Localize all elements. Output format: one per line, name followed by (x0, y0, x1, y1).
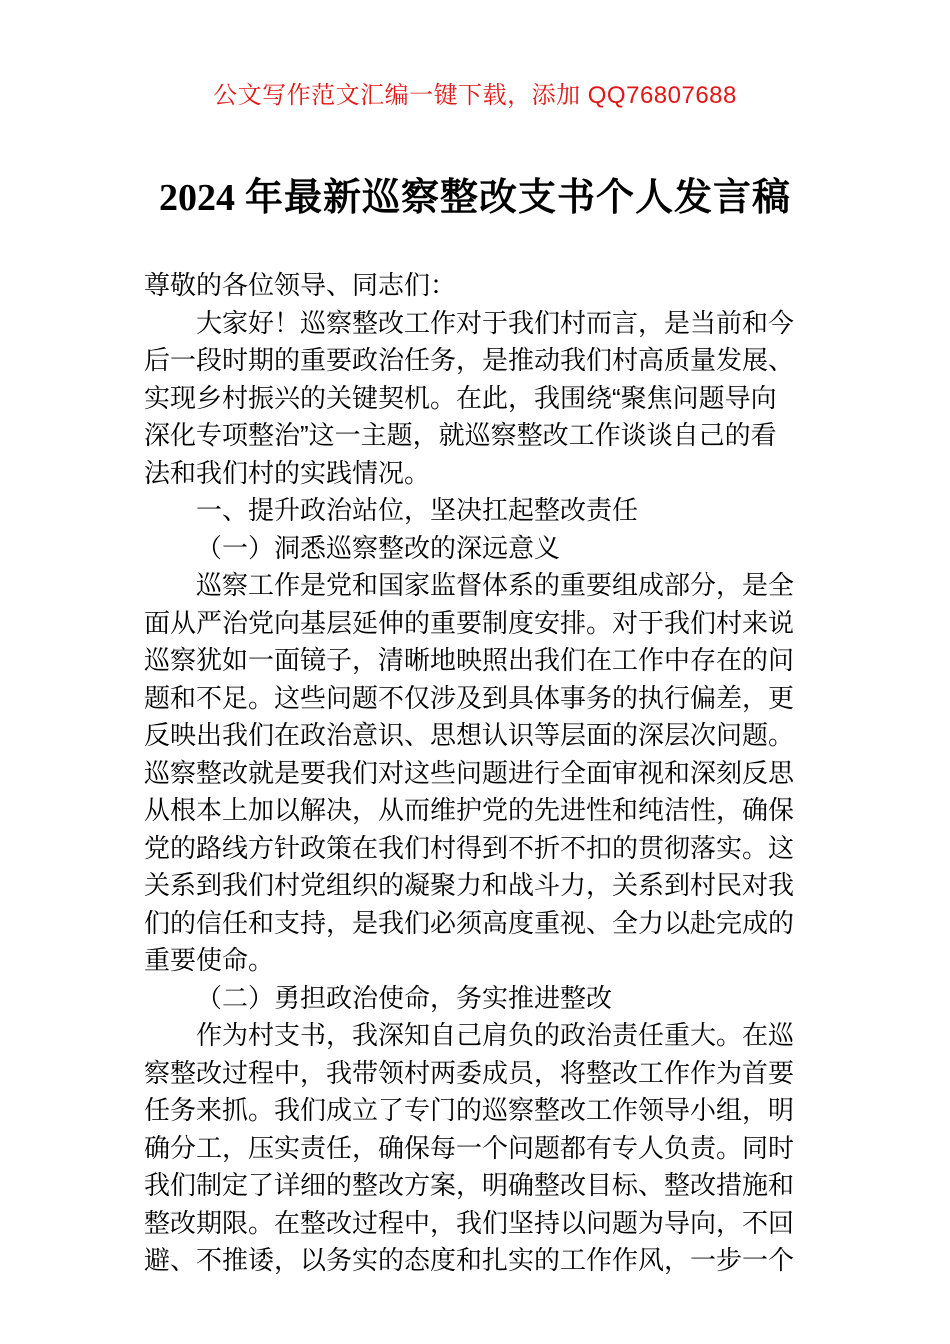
document-body (144, 267, 814, 1280)
doc-line: 我们制定了详细的整改方案，明确整改目标、整改措施和 (144, 1170, 795, 1200)
doc-line: 从根本上加以解决，从而维护党的先进性和纯洁性，确保 (144, 795, 795, 825)
doc-line: 作为村支书，我深知自己肩负的政治责任重大。在巡 (196, 1020, 795, 1050)
doc-line: 避、不推诿，以务实的态度和扎实的工作作风，一步一个 (144, 1245, 795, 1275)
doc-heading-1: 一、提升政治站位，坚决扛起整改责任 (196, 495, 639, 525)
doc-line: 们的信任和支持，是我们必须高度重视、全力以赴完成的 (144, 907, 795, 938)
doc-line: 面从严治党向基层延伸的重要制度安排。对于我们村来说 (144, 607, 795, 638)
doc-line: 实现乡村振兴的关键契机。在此，我围绕“聚焦问题导向 (144, 382, 777, 413)
doc-line: 反映出我们在政治意识、思想认识等层面的深层次问题。 (144, 720, 795, 750)
doc-line-salutation: 尊敬的各位领导、同志们： (144, 270, 457, 300)
title-year: 2024 (158, 177, 235, 219)
doc-subheading-1: （一）洞悉巡察整改的深远意义 (196, 532, 561, 563)
doc-line: 察整改过程中，我带领村两委成员，将整改工作作为首要 (144, 1057, 795, 1088)
doc-line: 深化专项整治”这一主题，就巡察整改工作谈谈自己的看 (144, 420, 777, 450)
doc-line: 党的路线方针政策在我们村得到不折不扣的贯彻落实。这 (144, 832, 795, 863)
doc-line: 法和我们村的实践情况。 (144, 457, 431, 488)
doc-line: 重要使命。 (144, 945, 275, 975)
doc-line: 后一段时期的重要政治任务，是推动我们村高质量发展、 (144, 345, 795, 375)
title-main-text: 年最新巡察整改支书个人发言稿 (244, 177, 791, 219)
doc-subheading-2: （二）勇担政治使命，务实推进整改 (196, 982, 613, 1013)
page-title (0, 176, 950, 220)
doc-line: 任务来抓。我们成立了专门的巡察整改工作领导小组，明 (144, 1095, 795, 1125)
doc-line: 大家好！巡察整改工作对于我们村而言，是当前和今 (196, 307, 795, 338)
doc-line: 整改期限。在整改过程中，我们坚持以问题为导向，不回 (144, 1207, 795, 1238)
doc-line: 巡察工作是党和国家监督体系的重要组成部分，是全 (196, 570, 795, 600)
doc-line: 题和不足。这些问题不仅涉及到具体事务的执行偏差，更 (144, 682, 795, 713)
doc-line: 巡察犹如一面镜子，清晰地映照出我们在工作中存在的问 (144, 645, 795, 675)
promo-banner-text: 公文写作范文汇编一键下载，添加 QQ76807688 (213, 82, 737, 109)
doc-line: 确分工，压实责任，确保每一个问题都有专人负责。同时 (144, 1132, 795, 1163)
doc-line: 关系到我们村党组织的凝聚力和战斗力，关系到村民对我 (144, 870, 795, 900)
doc-line: 巡察整改就是要我们对这些问题进行全面审视和深刻反思 (144, 757, 795, 788)
